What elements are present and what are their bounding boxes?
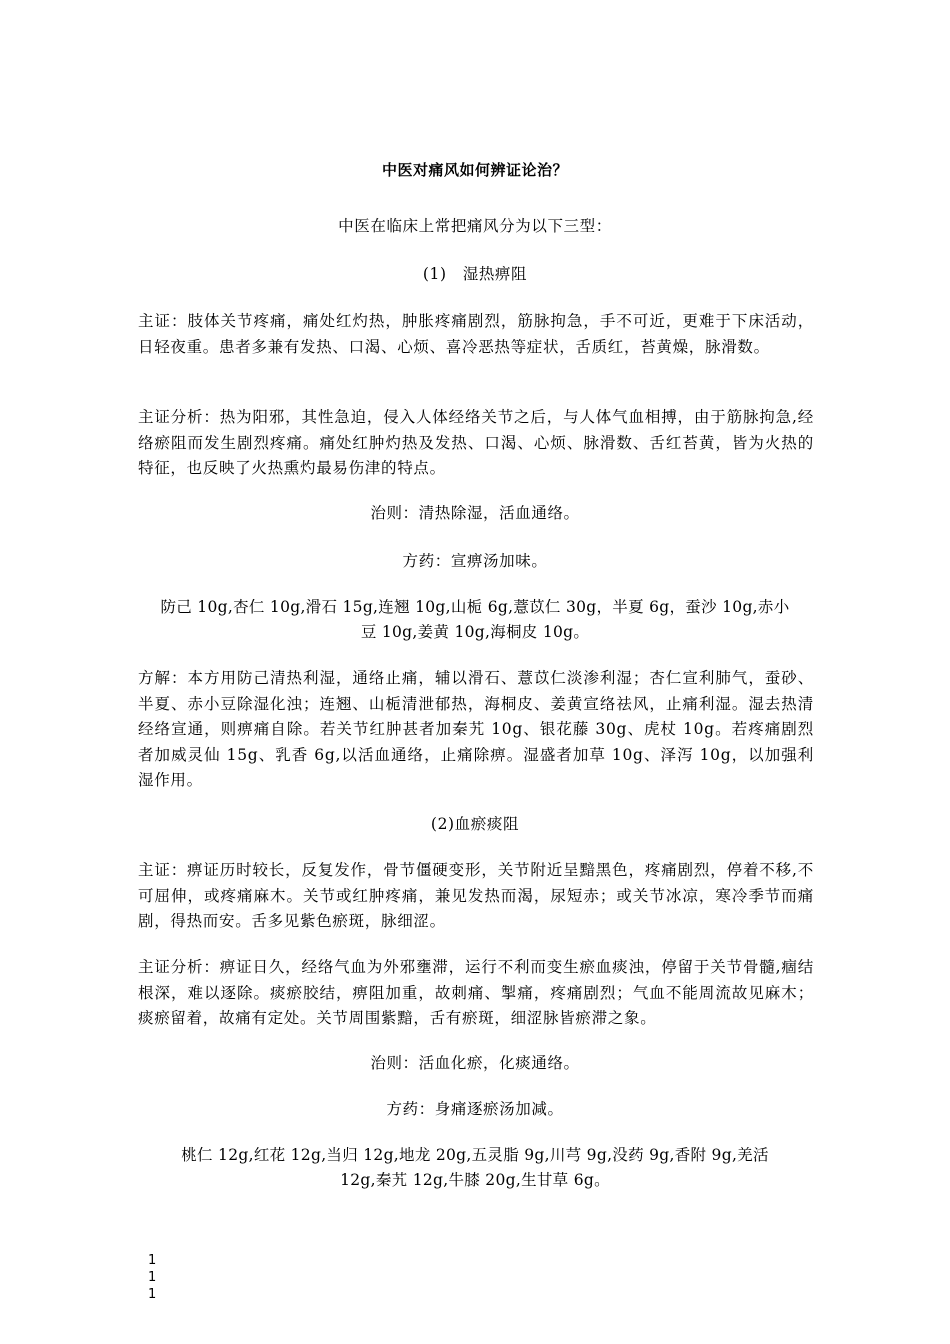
document-title: 中医对痛风如何辨证论治？	[381, 161, 568, 179]
intro-text: 中医在临床上常把痛风分为以下三型：	[338, 217, 612, 235]
section2-prescription-line1: 桃仁 12g,红花 12g,当归 12g,地龙 20g,五灵脂 9g,川芎 9g,没药 9g,香附 9g,羌活	[181, 1146, 769, 1164]
section1-main-symptoms: 主证：肢体关节疼痛，痛处红灼热，肿胀疼痛剧烈，筋脉拘急，手不可近，更难于下床活动，日轻夜重。患者多兼有发热、口渴、心烦、喜冷恶热等症状，舌质红，苔黄燥，脉滑数。	[138, 312, 814, 356]
section1-symptom-analysis: 主证分析：热为阳邪，其性急迫，侵入人体经络关节之后，与人体气血相搏，由于筋脉拘急,经络瘀阻而发生剧烈疼痛。痛处红肿灼热及发热、口渴、心烦、脉滑数、舌红苔黄，皆为火热的特征，也反映了火热熏灼最易伤津的特点。	[138, 408, 814, 477]
section2-heading: (2)血瘀痰阻	[430, 815, 520, 833]
section1-prescription-line1: 防己 10g,杏仁 10g,滑石 15g,连翘 10g,山栀 6g,薏苡仁 30g，半夏 6g，蚕沙 10g,赤小	[160, 598, 790, 616]
section2-main-symptoms: 主证：痹证历时较长，反复发作，骨节僵硬变形，关节附近呈黯黑色，疼痛剧烈，停着不移,不可屈伸，或疼痛麻木。关节或红肿疼痛，兼见发热而渴，尿短赤；或关节冰凉，寒冷季节而痛剧，得热而安。舌多见紫色瘀斑，脉细涩。	[138, 861, 814, 930]
section2-symptom-analysis: 主证分析：痹证日久，经络气血为外邪壅滞，运行不利而变生瘀血痰浊，停留于关节骨髓,痼结根深，难以逐除。痰瘀胶结，痹阻加重，故刺痛、掣痛，疼痛剧烈；气血不能周流故见麻木；痰瘀留着，故痛有定处。关节周围紫黯，舌有瘀斑，细涩脉皆瘀滞之象。	[138, 958, 814, 1027]
section1-prescription-line2: 豆 10g,姜黄 10g,海桐皮 10g。	[360, 623, 590, 641]
section2-formula: 方药：身痛逐瘀汤加减。	[386, 1100, 564, 1118]
section1-formula-explanation: 方解：本方用防己清热利湿，通络止痛，辅以滑石、薏苡仁淡渗利湿；杏仁宣利肺气，蚕砂、半夏、赤小豆除湿化浊；连翘、山栀清泄郁热，海桐皮、姜黄宣络祛风，止痛利湿。湿去热清经络宣通，则痹痛自除。若关节红肿甚者加秦艽 10g、银花藤 30g、虎杖 10g。若疼痛剧烈者加威灵仙 15g、乳香 6g,以活血通络，止痛除痹。湿盛者加草 10g、泽泻 10g，以加强利湿作用。	[138, 669, 814, 789]
section1-heading: (1) 湿热痹阻	[422, 265, 528, 283]
section2-treatment-principle: 治则：活血化瘀，化痰通络。	[370, 1054, 580, 1072]
section1-formula: 方药：宣痹汤加味。	[402, 552, 548, 570]
section2-prescription-line2: 12g,秦艽 12g,牛膝 20g,生甘草 6g。	[340, 1171, 610, 1189]
page-number-digit: 1	[148, 1253, 157, 1268]
section1-treatment-principle: 治则：清热除湿，活血通络。	[370, 504, 580, 522]
page-number	[148, 1252, 156, 1303]
page-number-digit: 1	[148, 1287, 157, 1302]
page-number-digit: 1	[148, 1270, 157, 1285]
